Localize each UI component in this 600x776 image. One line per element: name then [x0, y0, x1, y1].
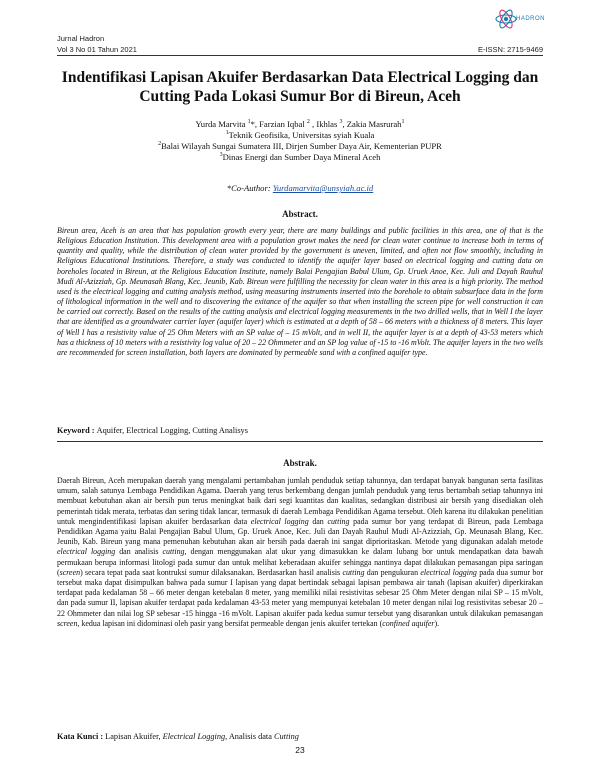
abstrak-italic: cutting [342, 567, 365, 577]
kata-kunci-label: Kata Kunci : [57, 732, 106, 741]
abstrak-run: dengan menggunakan alat ukur yang dimasukkan ke dalam lubang bor untuk mendapatkan data bawah permukaan berupa informasi litologi pada sumur dan untuk melihat keberadaan akuifer sehingga nantinya dapat dilakukan pemasangan pipa saringan ( [57, 547, 543, 577]
abstrak-run: dan analisis [115, 547, 163, 557]
abstrak-italic: screen [57, 618, 78, 628]
kata-kunci-italic: Cutting [273, 732, 299, 741]
abstrak-run: ). [434, 618, 440, 628]
author-name: , Ikhlas [309, 118, 338, 129]
keywords-label: Keyword : [57, 426, 97, 435]
paper-title: Indentifikasi Lapisan Akuifer Berdasarkan Data Electrical Logging dan Cutting Pada Lokasi Sumur Bor di Bireun, Aceh [61, 69, 539, 105]
header-rule [57, 55, 543, 56]
kata-kunci-italic: Electrical Logging [162, 732, 226, 741]
keywords-en [57, 426, 543, 435]
kata-kunci-text: , Analisis data [225, 732, 274, 741]
corresponding-label: *Co-Author: [226, 183, 273, 193]
abstrak-italic: electrical logging [57, 547, 116, 557]
abstrak-italic: electrical logging [250, 516, 309, 526]
section-rule [57, 441, 543, 442]
journal-name: Jurnal Hadron [57, 34, 105, 43]
author-sup: 1 [247, 119, 251, 125]
page-number: 23 [295, 745, 305, 755]
author-name: , Zakia Masrurah [342, 118, 402, 129]
affiliation-sup: 1 [225, 130, 229, 136]
kata-kunci-text: Lapisan Akuifer, [105, 732, 163, 741]
corresponding-author [57, 183, 543, 195]
abstrak-heading: Abstrak. [283, 458, 317, 468]
affiliation-sup: 3 [219, 152, 223, 158]
affiliation-text: Teknik Geofisika, Universitas syiah Kuala [228, 129, 375, 140]
email-link[interactable]: Yurdamarvita@unsyiah.ac.id [272, 183, 374, 193]
author-name: Farzian Iqbal [259, 118, 305, 129]
affiliation-text: Dinas Energi dan Sumber Daya Mineral Aceh [222, 151, 381, 162]
affiliation-sup: 2 [158, 141, 162, 147]
author-sup: 2 [306, 119, 310, 125]
abstrak-italic: cutting, [162, 547, 187, 557]
author-name: Yurda Marvita [195, 118, 246, 129]
author-sup: 1 [401, 119, 405, 125]
affiliation [57, 150, 543, 163]
author-sup: 3 [339, 119, 343, 125]
journal-volume: Vol 3 No 01 Tahun 2021 [57, 45, 137, 54]
abstrak-run: Daerah Bireun, Aceh merupakan daerah yang mengalami pertambahan jumlah penduduk setiap tahunnya, dan terdapat banyak bangunan serta fasilitas umum, salah satunya Lembaga Pendidikan Agama. Daerah yang terus berkembang dengan jumlah penduduk yang terus bertambah setiap tahunnya ini membuat kebutuhan akan air bersih pun terus meningkat baik dari segi kuantitas dan kualitas, sedangkan distribusi air bersih yang disediakan oleh pemerintah tidak merata, terbatas dan sering tidak lancar, termasuk di daerah Lembaga Pendidikan Agama tersebut. Oleh karena itu dilakukan penelitian untuk mengindentifikasi lapisan akuifer berdasarkan data [57, 476, 543, 526]
abstrak-italic: electrical logging [420, 567, 477, 577]
author-mark: *, [250, 118, 260, 129]
abstrak-run: pada dua sumur bor tersebut maka dapat disimpulkan bahwa pada sumur I lapisan yang dapat bertindak sebagai lapisan pembawa air tanah (lapisan akuifer) diperkirakan terdapat pada kedalaman 58 – 66 meter dengan ketebalan 8 meter, yang memiliki nilai resistivitas sebesar 25 Ohm Meter dengan nilai SP – 15 mVolt, dan pada sumur II, lapisan akuifer terdapat pada kedalaman 43-53 meter yang mempunyai ketebalan 10 meter dengan nilai log resistivitas sebesar 20 – 22 Ohmmeter dan nilai log SP sebesar -15 hingga -16 mVolt. Lapisan akuifer pada kedua sumur tersebut yang disarankan untuk dilakukan pemasangan [57, 567, 544, 618]
abstract-text: Bireun area, Aceh is an area that has population growth every year, there are many buildings and public facilities in this area, one of that is the Religious Education Institution. This development area with a population growt makes the need for clean water continue to increase both in terms of quantity and quality, while the distribution of clean water provided by the government is uneven, limited, and often not flow smoothly, including in Religious Educational Institutions. Therefore, a study was conducted to identify the aquifer layer based on electrical logging and cutting data on boreholes located in Bireun, at the Religious Education Institute, namely Balai Pengajian Babul Ulum, Gp. Uruek Anoe, Kec. Juli and Dayah Rauhul Mudi Al-Azizziah, Gp. Meunasah Blang, Kec. Jeunib, Kab. Bireun were fulfilling the necessity for clean water in this area is a high priority. The method used is the electrical logging and cutting analysis method, using measuring instruments inserted into the borehole to obtain subsurface data in the form of lithological information in the well and to discovering the exitance of the aquifer so that when installing the screen pipe for well construction it can be carried out correctly. Based on the results of the cutting analysis and electrical logging measurements in the two drilled wells, that in Well I the layer that are identified as a groundwater carrier layer (aquifer layer) which is estimated at a depth of 58 – 66 meters with a thickness of 8 meters. This layer of Well I has a resistivity value of 25 Ohm Meters with an SP value of – 15 mVolt, and in well II, the aquifer layer is at a depth of 43-53 meters which has a thickness of 10 meters with a resistivity log value of 20 – 22 Ohmmeter and an SP log value of -15 to -16 mVolt. The aquifer layers in the two wells are recommended for screen installation, both layers are dominated by permeable sand with a confined aquifer type. [57, 226, 543, 357]
keywords-text: Aquifer, Electrical Logging, Cutting Analisys [96, 426, 248, 435]
abstract-heading: Abstract. [282, 209, 318, 219]
keywords-id [57, 732, 543, 741]
abstrak-italic: screen [59, 567, 81, 577]
abstrak-run: , kedua lapisan ini didominasi oleh pasir yang bersifat permeable dengan jenis akuifer tertekan ( [77, 618, 383, 628]
abstrak-run: ) secara tepat pada saat kontruksi sumur dilaksanakan. Berdasarkan hasil analisis [80, 567, 343, 577]
logo-text: HADRON [516, 16, 546, 22]
abstrak-text [57, 476, 543, 629]
hadron-logo [494, 5, 546, 37]
affiliation-text: Balai Wilayah Sungai Sumatera III, Dirjen Sumber Daya Air, Kementerian PUPR [161, 140, 442, 151]
abstrak-run: pada sumur bor yang terdapat di Bireun, pada Lembaga Pendidikan Agama yaitu Balai Pengajian Babul Ulum, Gp. Uruek Anoe, Kec. Juli dan Dayah Rauhul Mudi Al-Azizziah, Gp. Meunasah Blang, Kec. Jeunib, Kab. Bireun yang mana pemenuhan kebutuhan akan air bersih pada daerah ini sangat diprioritaskan. Metode yang digunakan adalah metode [57, 516, 543, 547]
journal-eissn: E-ISSN: 2715-9469 [477, 45, 543, 54]
abstrak-italic: cutting [327, 516, 350, 526]
abstrak-run: dan pengukuran [364, 567, 421, 577]
abstrak-italic: confined aquifer [382, 618, 435, 628]
abstrak-run: dan [308, 516, 328, 526]
